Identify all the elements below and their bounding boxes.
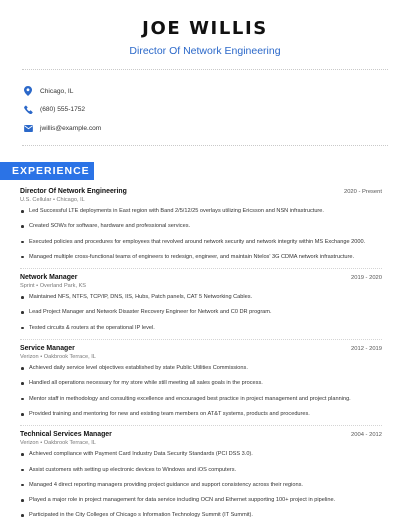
- job-city: Chicago, IL: [56, 197, 85, 203]
- job-entry: [20, 274, 382, 332]
- job-company: Verizon: [20, 354, 39, 361]
- job-bullets: [20, 450, 382, 520]
- job-divider: [20, 425, 382, 426]
- job-title: Service Manager: [20, 345, 75, 353]
- contact-email-text[interactable]: jwillis@example.com: [40, 124, 102, 132]
- contact-location-text: Chicago, IL: [40, 87, 74, 95]
- job-bullets: [20, 207, 382, 261]
- job-bullet: Participated in the City Colleges of Chicago s Information Technology Summit (IT Summit).: [20, 511, 382, 520]
- candidate-title: Director Of Network Engineering: [129, 45, 281, 57]
- job-title: Director Of Network Engineering: [20, 188, 127, 195]
- job-bullets: [20, 364, 382, 418]
- job-bullet: Provided training and mentoring for new and existing team members on AT&T systems, products and procedures.: [20, 410, 382, 419]
- job-company: Verizon: [20, 440, 39, 447]
- email-icon: [22, 122, 34, 134]
- job-city: Oakbrook Terrace, IL: [43, 440, 96, 447]
- experience-section-heading: EXPERIENCE: [0, 162, 94, 180]
- contact-email[interactable]: [22, 119, 101, 137]
- phone-icon: [22, 104, 34, 116]
- job-bullet: Managed multiple cross-functional teams of engineers to redesign, engineer, and maintain Ntelos' 3G CDMA network infrastructure.: [20, 253, 382, 262]
- job-bullet: Mentor staff in methodology and consulting excellence and encouraged best practice in project management and project planning.: [20, 395, 382, 404]
- job-bullet: Assist customers with setting up electronic devices to Windows and iOS computers.: [20, 466, 382, 475]
- job-company: U.S. Cellular: [20, 197, 52, 203]
- job-location: U.S. Cellular • Chicago, IL: [20, 197, 85, 203]
- job-bullet: Achieved daily service level objectives established by state Public Utilities Commissions.: [20, 364, 382, 373]
- job-bullet: Handled all operations necessary for my store while still meeting all sales goals in the process.: [20, 379, 382, 388]
- job-bullet: Maintained NFS, NTFS, TCP/IP, DNS, IIS, Hubs, Patch panels, CAT 5 Networking Cables.: [20, 293, 382, 302]
- job-location: Verizon • Oakbrook Terrace, IL: [20, 354, 96, 361]
- job-bullet: Executed policies and procedures for employees that revolved around network security and network integrity within MS Exchange 2000.: [20, 238, 382, 247]
- job-bullet: Played a major role in project management for data service including OCN and Ethernet supporting 100+ project in pipeline.: [20, 496, 382, 505]
- job-bullet: Led Successful LTE deployments in East region with Band 2/5/12/25 overlays utilizing Ericsson and NSN infrastructure.: [20, 207, 382, 216]
- job-location: Verizon • Oakbrook Terrace, IL: [20, 440, 96, 447]
- job-divider: [20, 268, 382, 269]
- contact-divider: [22, 145, 388, 146]
- job-entry: [20, 431, 382, 520]
- header-divider: [22, 69, 388, 70]
- job-title: Technical Services Manager: [20, 431, 112, 439]
- candidate-name: JOE WILLIS: [142, 18, 268, 39]
- job-company: Sprint: [20, 283, 35, 290]
- job-city: Oakbrook Terrace, IL: [43, 354, 96, 361]
- contact-location: [22, 82, 101, 100]
- job-dates: 2004 - 2012: [351, 432, 382, 439]
- job-bullet: Achieved compliance with Payment Card Industry Data Security Standards (PCI DSS 3.0).: [20, 450, 382, 459]
- job-dates: 2012 - 2019: [351, 346, 382, 353]
- job-entry: [20, 188, 382, 261]
- job-bullet: Created SOWs for software, hardware and professional services.: [20, 222, 382, 231]
- job-entry: [20, 345, 382, 418]
- job-city: Overland Park, KS: [39, 283, 87, 290]
- contact-phone: [22, 101, 101, 119]
- experience-list: [20, 188, 382, 527]
- resume-header: [0, 0, 410, 57]
- job-bullet: Lead Project Manager and Network Disaster Recovery Engineer for Network and C0 DR program.: [20, 308, 382, 317]
- job-divider: [20, 339, 382, 340]
- job-dates: 2019 - 2020: [351, 275, 382, 282]
- job-location: Sprint • Overland Park, KS: [20, 283, 87, 290]
- job-dates: 2020 - Present: [343, 189, 382, 195]
- contact-phone-text: (680) 555-1752: [40, 106, 86, 113]
- job-bullets: [20, 293, 382, 332]
- job-title: Network Manager: [20, 274, 78, 282]
- contact-list: [22, 82, 101, 138]
- location-pin-icon: [22, 85, 34, 97]
- job-bullet: Managed 4 direct reporting managers providing project guidance and support consistency across their regions.: [20, 481, 382, 490]
- job-bullet: Tested circuits & routers at the operational IP level.: [20, 324, 382, 333]
